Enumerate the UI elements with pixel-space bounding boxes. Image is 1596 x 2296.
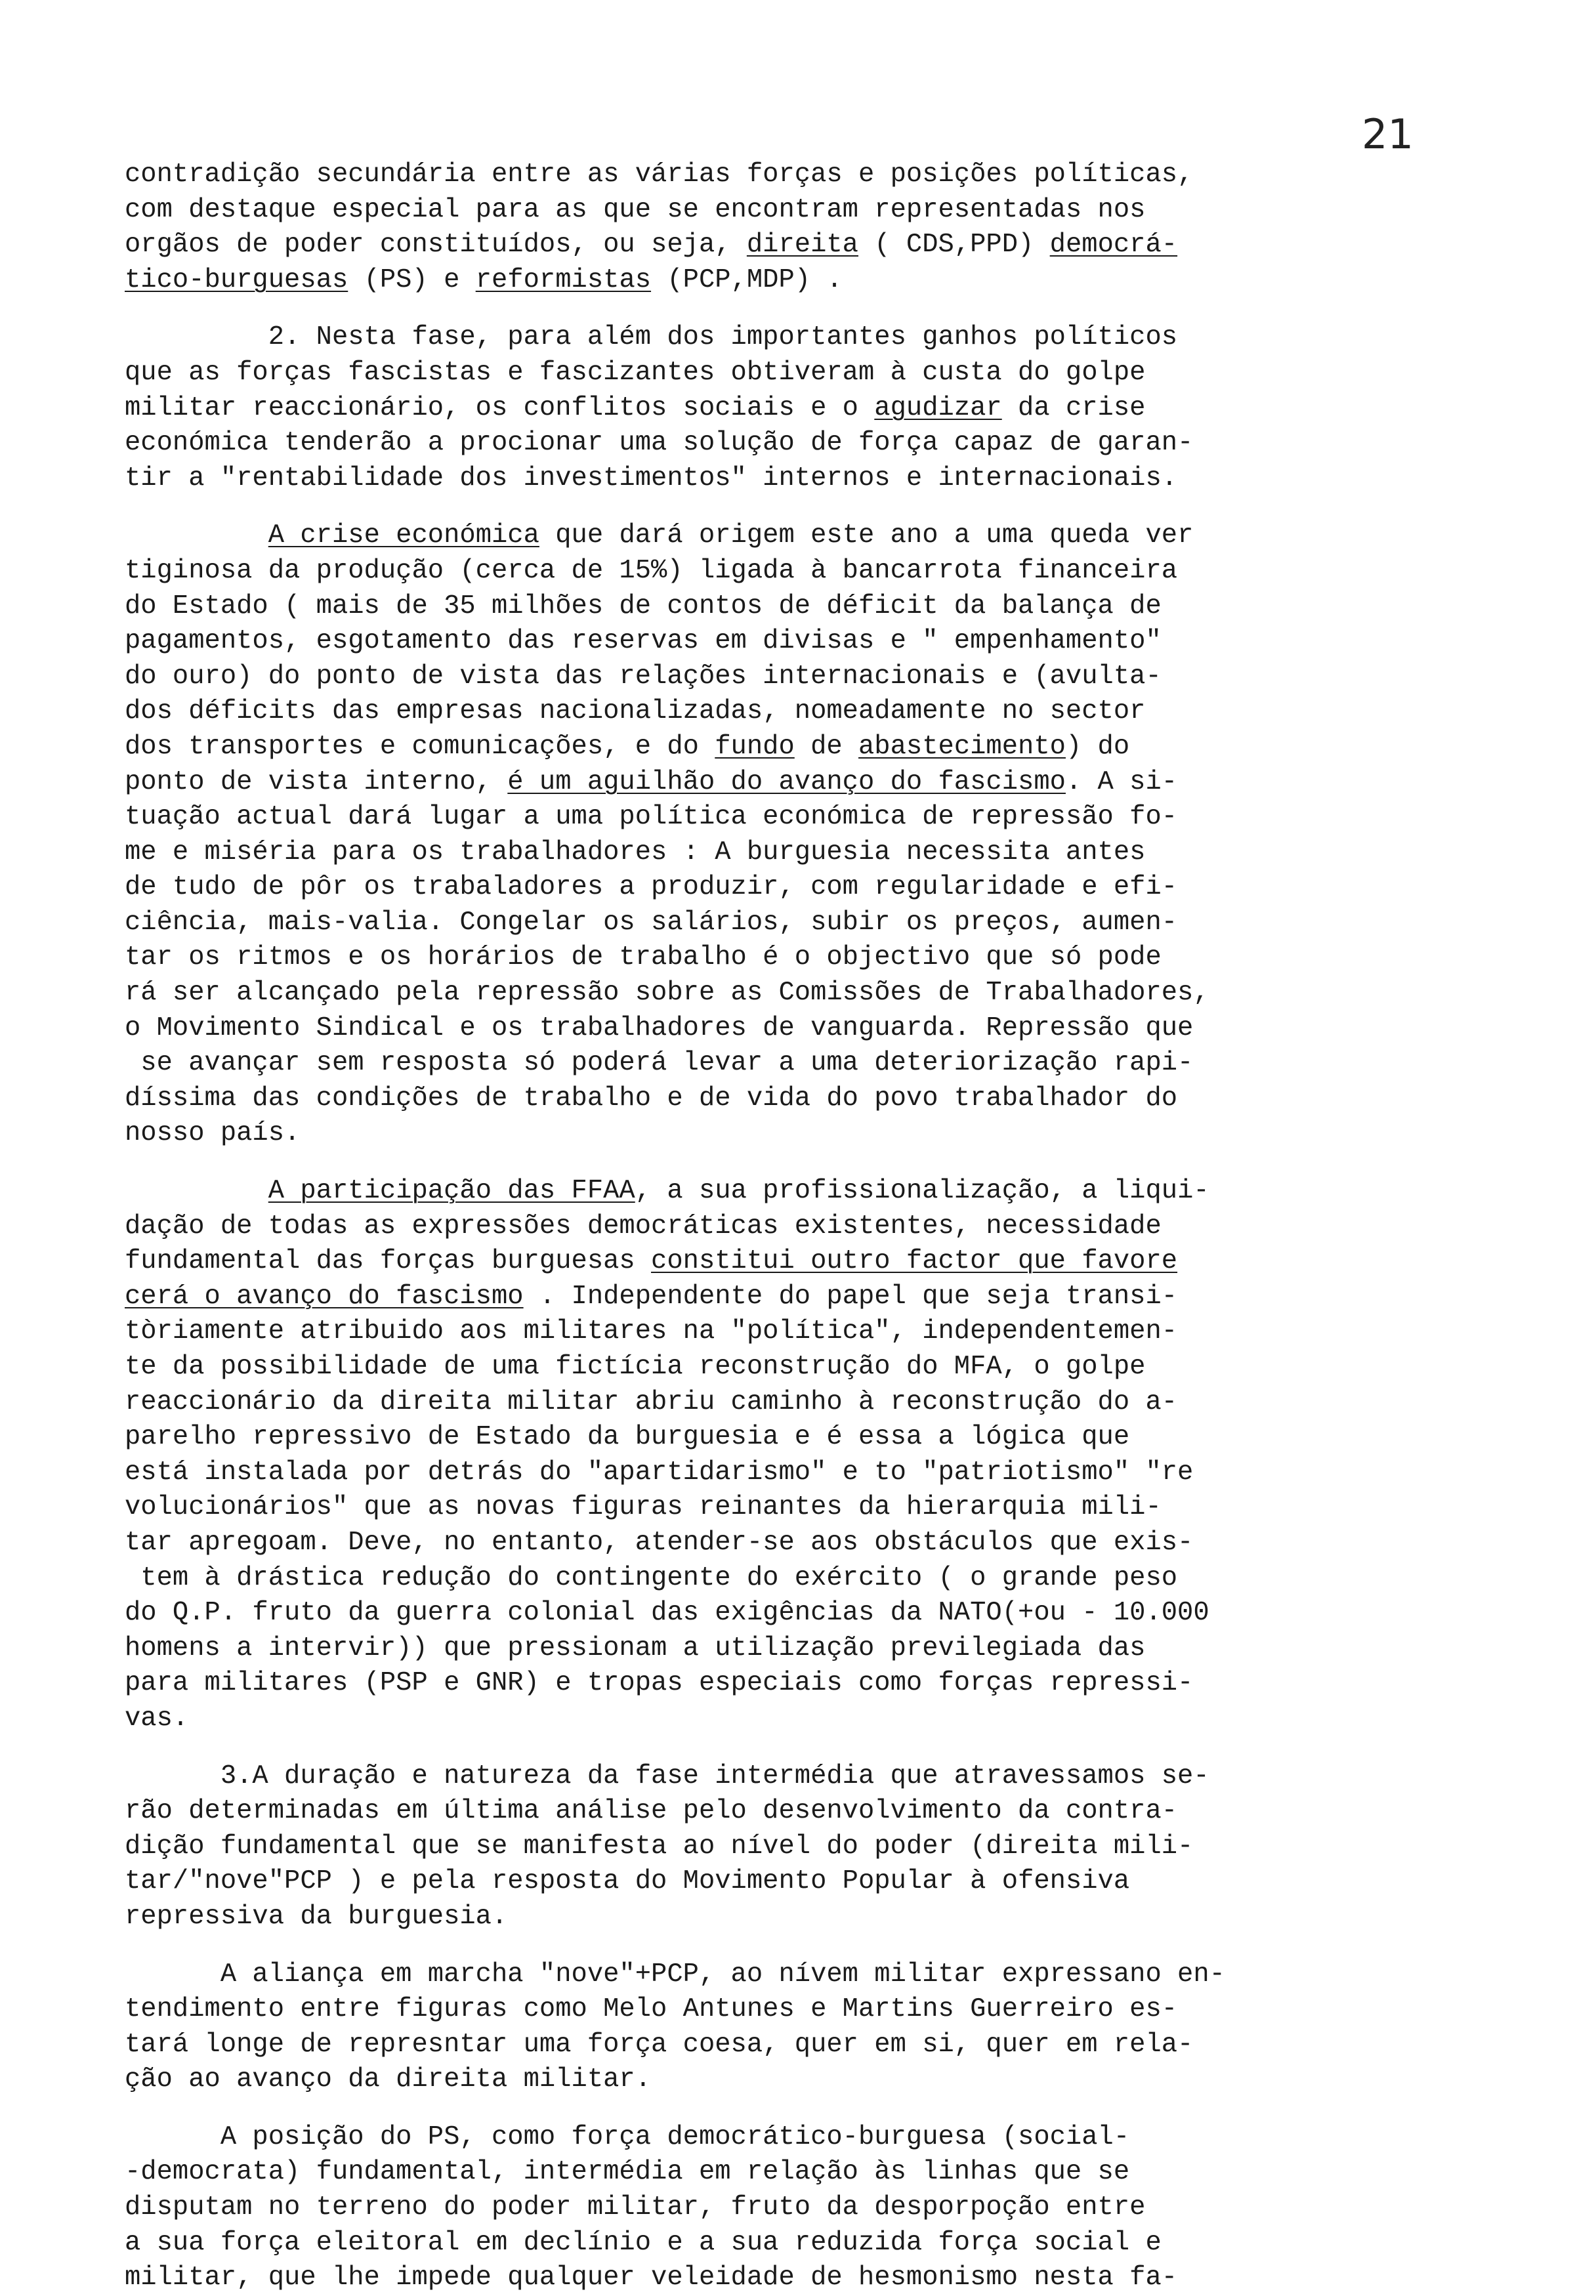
text-line [125,554,1529,589]
text-segment: contradição secundária entre as várias forças e posições políticas, [125,159,1194,190]
underlined-text: é um aguilhão do avanço do fascismo [507,766,1066,797]
paragraph-gap [125,496,1529,518]
text-segment: dição fundamental que se manifesta ao nível do poder (direita mili- [125,1831,1194,1862]
paragraph-gap [125,2098,1529,2120]
text-line [125,906,1529,941]
text-segment: de [794,731,858,762]
text-segment: que dará origem este ano a uma queda ver [539,520,1194,551]
text-segment: do ouro) do ponto de vista das relações internacionais e (avulta- [125,661,1162,692]
text-segment: ( CDS,PPD) [858,230,1050,261]
text-segment: A aliança em marcha "nove"+PCP, ao nívem militar expressano en- [125,1959,1225,1990]
text-segment: , a sua profissionalização, a liqui- [635,1176,1209,1207]
text-segment: homens a intervir)) que pressionam a utilização previlegiada das [125,1633,1146,1663]
text-segment: 2. Nesta fase, para além dos importantes ganhos políticos [125,322,1178,353]
text-line [125,1666,1529,1701]
text-line [125,2155,1529,2190]
text-segment: tiginosa da produção (cerca de 15%) ligada à bancarrota financeira [125,555,1178,586]
text-segment: díssima das condições de trabalho e de vida do povo trabalhador do [125,1083,1178,1114]
paragraph [125,1957,1529,2098]
text-segment: (PCP,MDP) . [651,264,843,295]
text-segment: reaccionário da direita militar abriu caminho à reconstrução do a- [125,1387,1178,1417]
text-segment [125,1176,268,1206]
text-line [125,461,1529,497]
text-line [125,1829,1529,1865]
text-segment: está instalada por detrás do "apartidarismo" e to "patriotismo" "re [125,1457,1194,1488]
text-line [125,765,1529,801]
text-line [125,1350,1529,1385]
text-segment: ponto de vista interno, [125,766,508,797]
text-segment: tir a "rentabilidade dos investimentos" internos e internacionais. [125,463,1178,493]
underlined-text: fundo [715,731,795,762]
text-segment: militar reaccionário, os conflitos sociais e o [125,392,875,423]
text-line [125,1174,1529,1209]
underlined-text: agudizar [874,392,1002,423]
document-body [125,157,1529,2296]
text-segment: a sua força eleitoral em declínio e a sua reduzida força social e [125,2227,1162,2258]
text-line [125,426,1529,461]
text-segment: ciência, mais-valia. Congelar os salários, subir os preços, aumen- [125,907,1178,938]
text-line [125,940,1529,976]
paragraph [125,320,1529,496]
text-line [125,1631,1529,1667]
text-segment: pagamentos, esgotamento das reservas em divisas e " empenhamento" [125,626,1162,657]
text-line [125,1011,1529,1047]
text-line [125,1420,1529,1455]
text-line [125,1209,1529,1245]
text-segment: tar apregoam. Deve, no entanto, atender-se aos obstáculos que exis- [125,1527,1194,1558]
text-segment: (PS) e [348,264,476,295]
text-segment: vas. [125,1703,189,1734]
text-line [125,2190,1529,2226]
text-line [125,391,1529,427]
text-line [125,694,1529,730]
text-segment: militar, que lhe impede qualquer veleidade de hesmonismo nesta fa- [125,2263,1178,2293]
text-segment: tòriamente atribuido aos militares na "política", independentemen- [125,1316,1178,1347]
text-line [125,589,1529,625]
underlined-text: democrá- [1049,230,1178,261]
text-segment: tar/"nove"PCP ) e pela resposta do Movimento Popular à ofensiva [125,1866,1130,1897]
text-segment: com destaque especial para as que se encontram representadas nos [125,194,1146,225]
text-line [125,1314,1529,1350]
text-segment: -democrata) fundamental, intermédia em relação às linhas que se [125,2157,1130,2188]
text-segment: rá ser alcançado pela repressão sobre as Comissões de Trabalhadores, [125,978,1209,1009]
text-line [125,976,1529,1011]
paragraph-gap [125,1737,1529,1759]
text-segment: rão determinadas em última análise pelo desenvolvimento da contra- [125,1796,1178,1827]
text-line [125,1280,1529,1315]
text-line [125,1900,1529,1935]
text-line [125,1526,1529,1561]
paragraph [125,1174,1529,1737]
text-segment: ção ao avanço da direita militar. [125,2064,652,2095]
text-segment: que as forças fascistas e fascizantes obtiveram à custa do golpe [125,357,1146,388]
text-line [125,1957,1529,1993]
paragraph-gap [125,1935,1529,1957]
text-segment: tem à drástica redução do contingente do exército ( o grande peso [125,1562,1178,1593]
text-line [125,2261,1529,2296]
text-segment: orgãos de poder constituídos, ou seja, [125,230,747,261]
paragraph [125,157,1529,298]
text-line [125,228,1529,263]
text-line [125,1794,1529,1829]
underlined-text: A participação das FFAA [268,1176,635,1207]
text-segment: dação de todas as expressões democráticas existentes, necessidade [125,1211,1162,1242]
text-line [125,1864,1529,1900]
text-line [125,1490,1529,1526]
text-segment: de tudo de pôr os trabaladores a produzir, com regularidade e efi- [125,872,1178,903]
text-segment: te da possibilidade de uma fictícia reconstrução do MFA, o golpe [125,1352,1146,1382]
text-line [125,356,1529,391]
text-line [125,1596,1529,1631]
text-line [125,157,1529,193]
text-line [125,518,1529,554]
text-line [125,1046,1529,1081]
text-segment: dos déficits das empresas nacionalizadas, nomeadamente no sector [125,696,1146,727]
text-line [125,263,1529,299]
text-segment: tuação actual dará lugar a uma política económica de repressão fo- [125,802,1178,833]
underlined-text: abastecimento [858,731,1066,762]
text-line [125,1759,1529,1795]
text-line [125,2120,1529,2156]
text-line [125,1244,1529,1280]
text-segment: repressiva da burguesia. [125,1901,508,1932]
text-segment: fundamental das forças burguesas [125,1246,652,1277]
text-line [125,320,1529,356]
underlined-text: direita [746,230,858,261]
text-line [125,1455,1529,1491]
text-segment: dos transportes e comunicações, e do [125,731,715,762]
text-segment [125,520,268,551]
text-line [125,1116,1529,1152]
text-segment: nosso país. [125,1118,301,1149]
paragraph [125,1759,1529,1935]
text-segment: se avançar sem resposta só poderá levar a uma deteriorização rapi- [125,1048,1194,1079]
text-segment: A posição do PS, como força democrático-burguesa (social- [125,2121,1130,2152]
text-line [125,659,1529,695]
text-segment: 3.A duração e natureza da fase intermédia que atravessamos se- [125,1761,1209,1791]
text-line [125,193,1529,228]
text-line [125,1081,1529,1117]
text-segment: tar os ritmos e os horários de trabalho [125,942,763,973]
text-segment: do Estado ( mais de 35 milhões de contos de déficit da balança de [125,591,1162,621]
page-number: 21 [1362,110,1414,158]
underlined-text: tico-burguesas [125,264,348,295]
text-line [125,624,1529,659]
text-segment: económica tenderão a procionar uma solução de força capaz de garan- [125,428,1194,459]
text-segment: parelho repressivo de Estado da burguesia e é essa a lógica que [125,1422,1130,1453]
text-line [125,1385,1529,1421]
paragraph-gap [125,1152,1529,1174]
text-segment: tará longe de represntar uma força coesa, quer em si, quer em rela- [125,2029,1194,2060]
text-line [125,2028,1529,2063]
text-segment: é o objectivo que só pode [763,942,1162,973]
underlined-text: reformistas [475,264,652,295]
text-line [125,800,1529,835]
text-segment: me e miséria para os trabalhadores : A burguesia necessita antes [125,837,1146,867]
paragraph-gap [125,298,1529,320]
underlined-text: constitui outro factor que favore [651,1246,1178,1277]
text-segment: . Independente do papel que seja transi- [523,1281,1178,1312]
text-line [125,835,1529,871]
text-line [125,2226,1529,2261]
text-line [125,1992,1529,2028]
text-segment: tendimento entre figuras como Melo Antunes e Martins Guerreiro es- [125,1994,1178,2025]
text-segment: do Q.P. fruto da guerra colonial das exigências da NATO(+ou - 10.000 [125,1598,1209,1629]
paragraph [125,2120,1529,2296]
text-line [125,870,1529,906]
text-segment: . A si- [1065,766,1178,797]
text-segment: ) do [1065,731,1130,762]
text-segment: volucionários" que as novas figuras reinantes da hierarquia mili- [125,1492,1162,1523]
text-line [125,1561,1529,1597]
text-segment: o Movimento Sindical e os trabalhadores de vanguarda. Repressão que [125,1012,1194,1043]
text-segment: da crise [1001,392,1146,423]
text-line [125,1701,1529,1737]
text-line [125,2062,1529,2098]
text-segment: disputam no terreno do poder militar, fruto da desporpoção entre [125,2192,1146,2223]
paragraph [125,518,1529,1152]
text-segment: para militares (PSP e GNR) e tropas especiais como forças repressi- [125,1668,1194,1699]
text-line [125,730,1529,765]
underlined-text: cerá o avanço do fascismo [125,1281,524,1312]
underlined-text: A crise económica [268,520,539,551]
